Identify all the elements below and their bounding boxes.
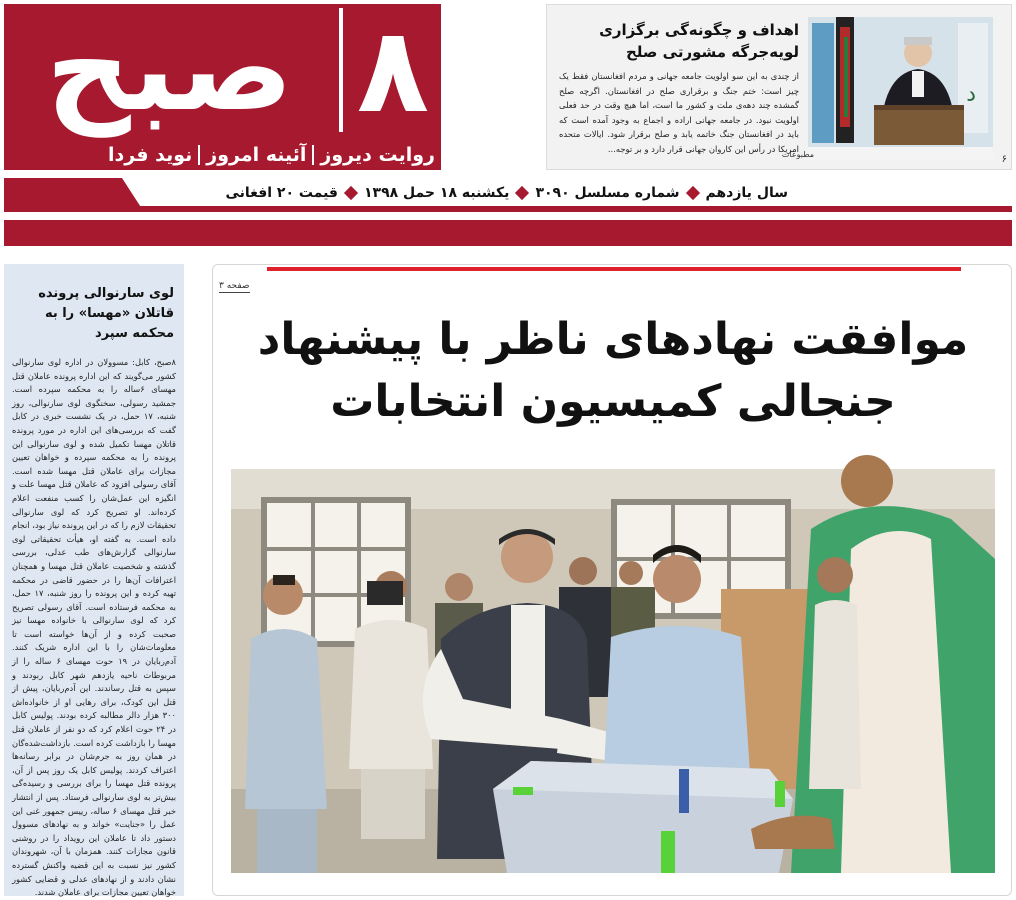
svg-text:د: د — [966, 82, 976, 107]
teaser-page-number: ۶ — [1001, 154, 1007, 165]
tagline-divider — [312, 145, 314, 165]
logo-digit-eight — [339, 1, 437, 139]
info-bar-red-tab — [4, 178, 144, 212]
info-bar-rule — [124, 206, 1012, 212]
main-article[interactable] — [212, 264, 1012, 896]
top-teaser[interactable] — [546, 4, 1012, 170]
diamond-icon — [344, 186, 358, 200]
tagline-part-3: نوید فردا — [107, 144, 193, 166]
tagline-divider — [198, 145, 200, 165]
headline-line-1: موافقت نهادهای ناظر با پیشنهاد — [257, 314, 969, 365]
side-article-title[interactable]: لوی سارنوالی پرونده قاتلان «مهسا» را به محکمه سپرد — [38, 286, 174, 341]
issue-info-items — [226, 182, 789, 204]
newspaper-logo[interactable] — [4, 0, 441, 170]
logo-tagline — [4, 140, 441, 170]
side-article-body: ۸صبح، کابل: مسوولان در اداره لوی سارنوالی کشور می‌گویند که این اداره پرونده عاملان قتل مهسای ۶ساله را به محکمه سپرده است. جمشید رسولی، سخنگوی لوی سارنوالی، روز شنبه، ۱۷ حمل، در یک نشست خبری در کابل گفت که بررسی‌های این اداره در مورد پرونده قاتلان مهسا تکمیل شده و لوی سارنوالی این پرونده را به محکمه سپرده و خواهان تعیین مجازات برای عاملان قتل مهسا شده است. آقای رسولی افزود که عاملان قتل مهسا علت و انگیزه این عمل‌شان را کسب منفعت اعلام کرده‌اند. او تصریح کرد که لوی سارنوالی تحقیقات لازم را که در این پرونده نیاز بود، انجام داده است. به گفته او، هیأت تحقیقاتی لوی سارنوالی گزارش‌های طب عدلی، بررسی گذشته و شخصیت عاملان قتل مهسا و همچنان اعترافات آن‌ها را در حضور قاضی در محکمه تهیه کرده و این پرونده را روز شنبه، ۱۷ حمل، به محکمه فرستاده است. آقای رسولی تصریح کرد که لوی سارنوالی با خانواده مهسا نیز صحبت کرده و از آن‌ها خواسته است تا معلومات‌شان را با این اداره شریک کنند. آدم‌ربایان در ۱۹ حوت مهسای ۶ ساله را از مربوطات ناحیه یازدهم شهر کابل ربودند و سپس به قتل رساندند. این آدم‌ربایان، پیش از قتل این کودک، برای رهایی او از خانواده‌اش ۳۰۰ هزار دالر مطالبه کرده بودند. پولیس کابل در ۲۴ حوت اعلام کرد که دو نفر از عاملان قتل مهسا را بازداشت کرده است. بازداشت‌شده‌گان در همان روز به جرم‌شان در برابر رسانه‌ها اعتراف کردند. پولیس کابل یک روز پس از آن، پرونده قتل مهسا را برای بررسی و رسیده‌گی بیش‌تر به لوی سارنوالی فرستاد. پس از انتشار خبر قتل مهسای ۶ ساله، رییس جمهور غنی این عمل را «جنایت» خواند و به نهادهای مسوول دستور داد تا عاملان این رویداد را در روشنی قانون مجازات کنند. همزمان با آن، شهروندان کشور نیز نسبت به این قضیه واکنش گسترده نشان دادند و از نهادهای عدلی و قضایی کشور خواهان تعیین مجازات برای عاملان شدند. — [12, 357, 177, 898]
diamond-icon — [685, 186, 699, 200]
issue-year: سال یازدهم — [705, 185, 788, 201]
main-headline[interactable] — [233, 309, 993, 433]
tagline-part-2: آئینه امروز — [206, 144, 307, 166]
logo-wordmark: صبح — [45, 0, 294, 137]
issue-date: یکشنبه ۱۸ حمل ۱۳۹۸ — [363, 185, 510, 201]
svg-text:مطبوعات: مطبوعات — [781, 150, 814, 159]
diamond-icon — [515, 186, 529, 200]
voting-scene-image — [231, 469, 995, 873]
speaker-at-podium-image — [781, 17, 993, 160]
issue-info-bar — [4, 178, 1012, 212]
main-photo[interactable] — [231, 469, 995, 873]
main-page-label: صفحه ۳ — [219, 281, 250, 291]
teaser-body: از چندی به این سو اولویت جامعه جهانی و مردم افغانستان فقط یک چیز است: ختم جنگ و برقراری صلح در افغانستان. اگرچه صلح گمشده چند دهه‌ی ملت و کشور ما است، اما هیچ وقت در حد فعلی اولویت نبود. در جامعه جهانی اراده و اجماع به وجود آمده است که باید در افغانستان جنگ خاتمه یابد و صلح برقرار شود. ایالات متحده امریکا در رأس این کاروان جهانی قرار دارد و بر توجه... — [559, 71, 799, 154]
main-accent-line — [267, 267, 961, 271]
teaser-photo[interactable] — [781, 17, 993, 160]
header-red-band — [4, 220, 1012, 246]
tagline-part-1: روایت دیروز — [320, 144, 435, 166]
teaser-title[interactable]: اهداف و چگونه‌گی برگزاری لویه‌جرگه مشورتی صلح — [599, 21, 799, 61]
issue-price: قیمت ۲۰ افغانی — [225, 185, 338, 201]
logo-digit-text: ۸ — [356, 1, 430, 139]
headline-line-2: جنجالی کمیسیون انتخابات — [330, 376, 896, 427]
issue-serial-number: شماره مسلسل ۳۰۹۰ — [535, 185, 680, 201]
side-article[interactable] — [4, 264, 184, 896]
